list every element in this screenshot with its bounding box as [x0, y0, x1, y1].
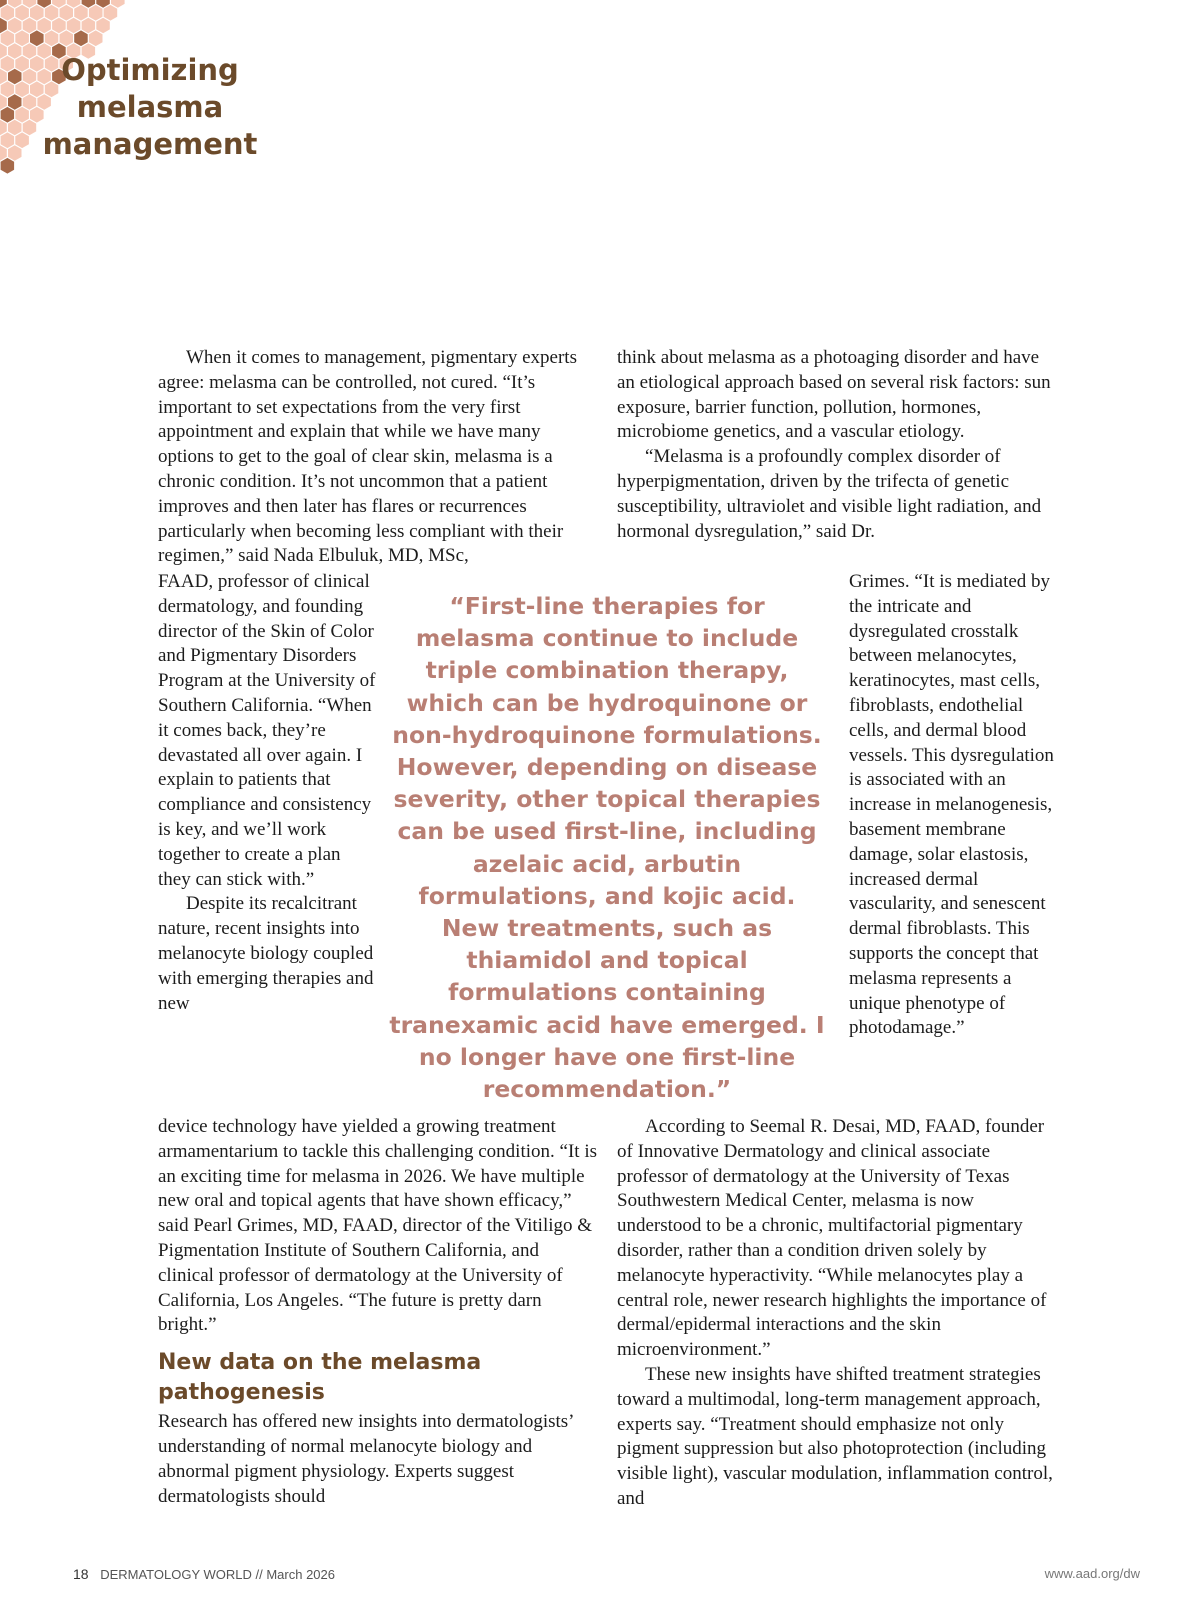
hexagon-cell: [23, 43, 37, 59]
hexagon-cell: [60, 5, 74, 21]
title-line-1: Optimizing: [61, 53, 239, 87]
article-title: [40, 52, 260, 163]
hexagon-cell: [8, 18, 22, 34]
hexagon-cell: [1, 30, 15, 46]
hexagon-cell: [30, 30, 44, 46]
body-paragraph-2-continued: device technology have yielded a growing treatment armamentarium to tackle this challenging condition. “It is an exciting time for melasma in 2026. We have multiple new oral and topical agents that have shown efficacy,” said Pearl Grimes, MD, FAAD, director of the Vitiligo & Pigmentation Institute of Southern California, and clinical professor of dermatology at the University of California, Los Angeles. “The future is pretty darn bright.”: [158, 1116, 597, 1336]
hexagon-cell: [23, 120, 37, 136]
hexagon-cell: [0, 94, 7, 110]
body-paragraph-5: According to Seemal R. Desai, MD, FAAD, founder of Innovative Dermatology and clinical associate professor of dermatology at the University of Texas Southwestern Medical Center, melasma is now understood to be a chronic, multifactorial pigmentary disorder, rather than a condition driven solely by melanocyte hyperactivity. “While melanocytes play a central role, newer research highlights the importance of dermal/epidermal interactions and the skin microenvironment.”: [617, 1116, 1047, 1361]
hexagon-cell: [1, 158, 15, 174]
hexagon-cell: [0, 43, 7, 59]
hexagon-cell: [15, 5, 29, 21]
hexagon-cell: [0, 18, 7, 34]
hexagon-cell: [8, 145, 22, 161]
body-paragraph-4: “Melasma is a profoundly complex disorder of hyperpigmentation, driven by the trifecta of genetic susceptibility, ultraviolet and visible light radiation, and hormonal dysregulation,” said Dr.: [617, 446, 1042, 542]
hexagon-cell: [89, 5, 103, 21]
footer-url: www.aad.org/dw: [1044, 1566, 1140, 1581]
pull-quote: “First-line therapies for melasma continue to include triple combination therapy, which can be hydroquinone or non-hydroquinone formulations. However, depending on disease severity, other topical therapies can be used first-line, including azelaic acid, arbutin formulations, and kojic acid. New treatments, such as thiamidol and topical formulations containing tranexamic acid have emerged. I no longer have one first-line recommendation.”: [389, 592, 825, 1104]
hexagon-cell: [15, 107, 29, 123]
hexagon-cell: [52, 18, 66, 34]
body-paragraph-1: When it comes to management, pigmentary experts agree: melasma can be controlled, not cured. “It’s important to set expectations from the very first appointment and explain that while we have many options to get to the goal of clear skin, melasma is a chronic condition. It’s not uncommon that a patient improves and then later has flares or recurrences particularly when becoming less compliant with their regimen,” said Nada Elbuluk, MD, MSc,: [158, 347, 577, 567]
body-paragraph-4-continued: Grimes. “It is mediated by the intricate and dysregulated crosstalk between melanocytes, keratinocytes, mast cells, fibroblasts, endothelial cells, and dermal blood vessels. This dysregulation is associated with an increase in melanogenesis, basement membrane damage, solar elastosis, increased dermal vascularity, and senescent dermal fibroblasts. This supports the concept that melasma represents a unique phenotype of photodamage.”: [849, 571, 1054, 1039]
hexagon-cell: [67, 18, 81, 34]
body-paragraph-6: These new insights have shifted treatment strategies toward a multimodal, long-term management approach, experts say. “Treatment should emphasize not only pigment suppression but also photoprotection (including visible light), vascular modulation, inflammation control, and: [617, 1363, 1053, 1509]
hexagon-cell: [1, 5, 15, 21]
page-number: 18: [73, 1566, 89, 1582]
left-column-narrow: [158, 570, 376, 1016]
hexagon-cell: [23, 94, 37, 110]
hexagon-cell: [74, 30, 88, 46]
body-paragraph-2: Despite its recalcitrant nature, recent insights into melanocyte biology coupled with emerging therapies and new: [158, 893, 374, 1014]
section-subheading: New data on the melasma pathogenesis: [158, 1350, 482, 1406]
hexagon-cell: [0, 69, 7, 85]
hexagon-cell: [15, 56, 29, 72]
hexagon-cell: [15, 81, 29, 97]
hexagon-cell: [8, 69, 22, 85]
right-column-bottom: [617, 1115, 1057, 1512]
hexagon-cell: [15, 30, 29, 46]
hexagon-cell: [1, 56, 15, 72]
right-column-narrow: [849, 570, 1067, 1041]
hexagon-cell: [104, 5, 118, 21]
hexagon-cell: [23, 18, 37, 34]
hexagon-cell: [8, 120, 22, 136]
left-column-top: [158, 346, 598, 569]
hexagon-cell: [1, 107, 15, 123]
title-line-3: management: [42, 127, 258, 161]
hexagon-cell: [37, 18, 51, 34]
hexagon-cell: [45, 5, 59, 21]
left-column-bottom: [158, 1115, 598, 1509]
hexagon-cell: [30, 5, 44, 21]
hexagon-cell: [15, 132, 29, 148]
body-paragraph-1-continued: FAAD, professor of clinical dermatology, and founding director of the Skin of Color and Pigmentary Disorders Program at the University of Southern California. “When it comes back, they’re devastated all over again. I explain to patients that compliance and consistency is key, and we’ll work together to create a plan they can stick with.”: [158, 571, 376, 890]
body-paragraph-3-continued: think about melasma as a photoaging disorder and have an etiological approach based on several risk factors: sun exposure, barrier function, pollution, hormones, microbiome genetics, and a vascular etiology.: [617, 347, 1051, 443]
title-line-2: melasma: [76, 90, 224, 124]
hexagon-cell: [82, 18, 96, 34]
hexagon-cell: [1, 132, 15, 148]
hexagon-cell: [89, 30, 103, 46]
hexagon-cell: [45, 30, 59, 46]
right-column-top: [617, 346, 1057, 544]
hexagon-cell: [96, 18, 110, 34]
hexagon-cell: [60, 30, 74, 46]
footer-publication: [73, 1566, 335, 1582]
hexagon-cell: [74, 5, 88, 21]
hexagon-cell: [1, 81, 15, 97]
hexagon-cell: [8, 94, 22, 110]
hexagon-cell: [0, 120, 7, 136]
hexagon-cell: [0, 145, 7, 161]
hexagon-cell: [23, 69, 37, 85]
body-paragraph-3: Research has offered new insights into dermatologists’ understanding of normal melanocyte biology and abnormal pigment physiology. Experts suggest dermatologists should: [158, 1411, 574, 1507]
hexagon-cell: [8, 43, 22, 59]
publication-name: DERMATOLOGY WORLD // March 2026: [100, 1567, 335, 1582]
